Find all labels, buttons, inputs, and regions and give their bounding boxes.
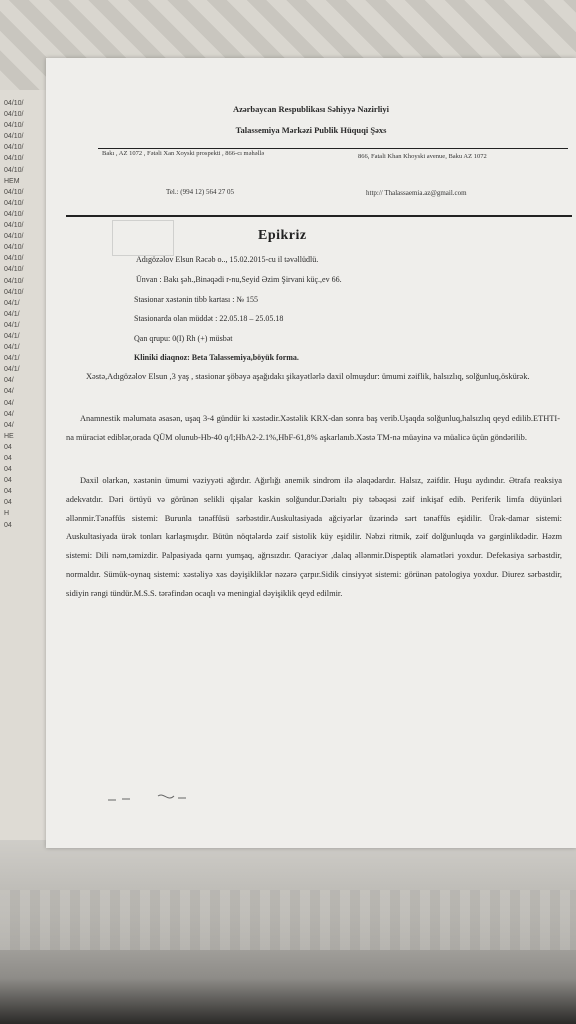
stack-label: HE [4,432,14,440]
patient-address: Ünvan : Bakı şəh.,Binəqədi r-nu,Seyid Əzim Şirvani küç.,ev 66. [136,275,342,284]
center-heading: Talassemiya Mərkəzi Publik Hüquqi Şəxs [235,125,387,135]
stack-label: 04/10/ [4,133,24,141]
stack-label: 04/1/ [4,355,20,363]
stack-label: 04/1/ [4,366,20,374]
medical-card: Stasionar xəstənin tibb kartası : № 155 [134,295,259,304]
stack-label: 04/ [4,399,14,407]
signature-mark [106,790,196,808]
stack-label: 04/10/ [4,266,24,274]
address-en: 866, Fatali Khan Khoyski avenue, Baku AZ 1072 [358,153,487,160]
stack-label: 04/10/ [4,244,24,252]
hospital-stay: Stasionarda olan müddət : 22.05.18 – 25.05.18 [134,314,284,323]
anamnesis-paragraph: Anamnestik məlumata əsasən, uşaq 3-4 gündür ki xəstədir.Xəstəlik KRX-dan sonra baş verib.Uşaqda solğunluq,halsızlıq qeyd edilib.ETHTI-na müraciət ediblər,orada QÜM olunub-Hb-40 q/l;HbA2-2.1%,HbF-61,8% aşkarlanıb.Xəstə TM-nə müayinə və müalicə üçün göndərilib. [66,414,560,442]
ministry-heading: Azərbaycan Respublikası Səhiyyə Nazirliyi [232,104,390,114]
epikriz-document [46,58,576,848]
signature-scribble [106,790,196,806]
stack-label: 04/10/ [4,233,24,241]
stack-label: 04/10/ [4,288,24,296]
stack-label: 04/10/ [4,155,24,163]
stack-label: 04/1/ [4,332,20,340]
stack-label: 04/10/ [4,277,24,285]
status-paragraph: Daxil olarkən, xəstənin ümumi vəziyyəti ağırdır. Ağırlığı anemik sindrom ilə əlaqədardır. Halsız, zəifdir. Huşu aydındır. Ətrafa reaksiya adekvatdır. Dəri örtüyü və görünən selikli qişalar kəskin solğundur.Dərialtı piy təbəqəsi zəif inkişaf edib. Periferik limfa düyünləri əllənmir.Tənəffüs sistemi: Burunla tənəffüsü sərbəstdir.Auskultasiyada ağciyərlər üzərində sərt tənəffüs eşidilir. Ürək-damar sistemi: Auskultasiyada ürək tonları karlaşmışdır. Bütün nöqtələrdə zəif sistolik küy eşidilir. Nəbzi ritmik, zəif dolğunluqda və gərginlikdədir. Həzm sistemi: Dili nəm,təmizdir. Palpasiyada qarnı yumşaq, ağrısızdır. Qaraciyər ,dalaq əllənmir.Dispeptik əlamətləri yoxdur. Defekasiya sərbəstdir, normaldır. Sümük-oynaq sistemi: xəstəliyə xas dəyişikliklər nəzərə çarpır.Sidik cinsiyyət sistemi: görünən patologiya yoxdur. Diurez sərbəstdir, sidiyin rəngi tündür.M.S.S. tərəfindən ocaqlı və meningial dəyişiklik qeyd edilmir. [66,476,562,598]
stack-label: 04/1/ [4,321,20,329]
stack-label: 04/ [4,377,14,385]
stack-label: 04 [4,488,12,496]
patient-name: Adıgözəlov Elsun Rəcəb o.., 15.02.2015-cu il təvəllüdlü. [136,255,319,264]
stack-label: 04/10/ [4,188,24,196]
stack-label: 04 [4,477,12,485]
document-title: Epikriz [258,228,307,243]
clinical-diagnosis: Kliniki diaqnoz: Beta Talassemiya,böyük forma. [134,353,299,362]
stack-label: 04/10/ [4,210,24,218]
stack-label: 04/1/ [4,344,20,352]
stack-label: 04/10/ [4,255,24,263]
address-az: Bakı , AZ 1072 , Fətəli Xan Xoyski prospekti , 866-cı məhəllə [102,150,265,157]
stack-label: 04/ [4,410,14,418]
stack-label: 04/10/ [4,144,24,152]
stack-label: 04/ [4,388,14,396]
stack-label: 04 [4,499,12,507]
stack-label: HEM [4,177,20,185]
divider-rule [66,215,572,217]
header-rule [98,148,568,149]
faded-stamp [112,220,174,256]
stack-label: 04/1/ [4,299,20,307]
stack-label: 04/10/ [4,222,24,230]
complaints-paragraph: Xəstə,Adıgözəlov Elsun ,3 yaş , stasionar şöbəyə aşağıdakı şikayətlərlə daxil olmuşdur: ümumi zəiflik, halsızlıq, solğunluq,öskürək. [86,372,530,381]
stack-label: 04/ [4,421,14,429]
stack-label: 04/10/ [4,122,24,130]
stack-label: 04/10/ [4,166,24,174]
stack-label: 04/10/ [4,100,24,107]
stack-label: 04 [4,466,12,474]
stack-label: 04 [4,455,12,462]
bottom-fold-texture [0,890,576,950]
stack-label: 04/1/ [4,310,20,318]
stack-label: 04 [4,521,12,529]
phone-number: Tel.: (994 12) 564 27 05 [166,188,234,196]
stack-label: 04/10/ [4,111,24,119]
stack-label: H [4,510,10,518]
email-address: http:// Thalassaemia.az@gmail.com [366,189,467,197]
blood-group: Qan qrupu: 0(I) Rh (+) müsbət [134,334,233,343]
stack-label: 04 [4,443,12,451]
stacked-papers-labels [4,98,40,531]
stack-label: 04/10/ [4,199,24,207]
